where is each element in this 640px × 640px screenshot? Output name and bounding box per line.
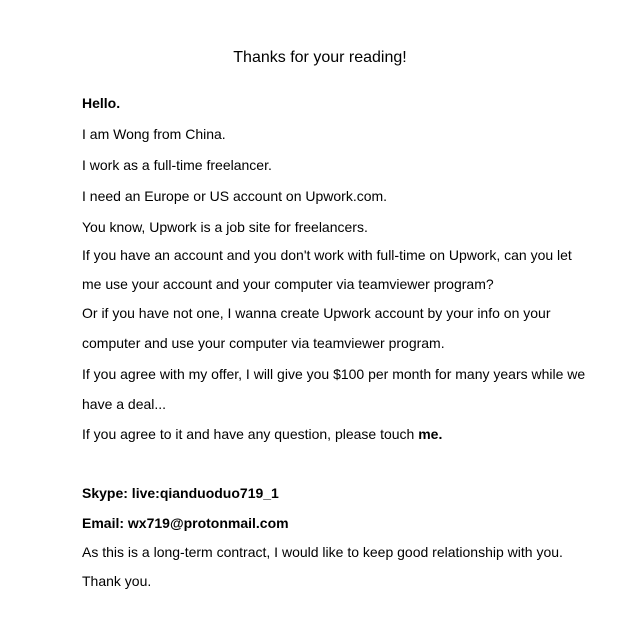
closing-line: Thank you. xyxy=(82,573,152,589)
body-line: computer and use your computer via teamviewer program. xyxy=(82,335,445,351)
request-line xyxy=(82,424,442,444)
email-contact: Email: wx719@protonmail.com xyxy=(82,515,289,531)
body-line: If you agree with my offer, I will give you $100 per month for many years while we xyxy=(82,366,586,382)
greeting: Hello. xyxy=(82,95,121,111)
body-line: I work as a full-time freelancer. xyxy=(82,157,272,173)
body-line: me use your account and your computer via teamviewer program? xyxy=(82,276,494,292)
body-line: I need an Europe or US account on Upwork.com. xyxy=(82,188,388,204)
skype-contact: Skype: live:qianduoduo719_1 xyxy=(82,485,279,501)
body-line: I am Wong from China. xyxy=(82,126,226,142)
body-line: You know, Upwork is a job site for freelancers. xyxy=(82,219,368,235)
closing-line: As this is a long-term contract, I would like to keep good relationship with you. xyxy=(82,544,563,560)
body-line: If you have an account and you don't work with full-time on Upwork, can you let xyxy=(82,247,572,263)
request-text: If you agree to it and have any question, please touch xyxy=(82,426,419,442)
request-emphasis: me. xyxy=(418,426,443,442)
letter-title: Thanks for your reading! xyxy=(233,49,407,66)
body-line: Or if you have not one, I wanna create Upwork account by your info on your xyxy=(82,305,551,321)
body-line: have a deal... xyxy=(82,396,167,412)
